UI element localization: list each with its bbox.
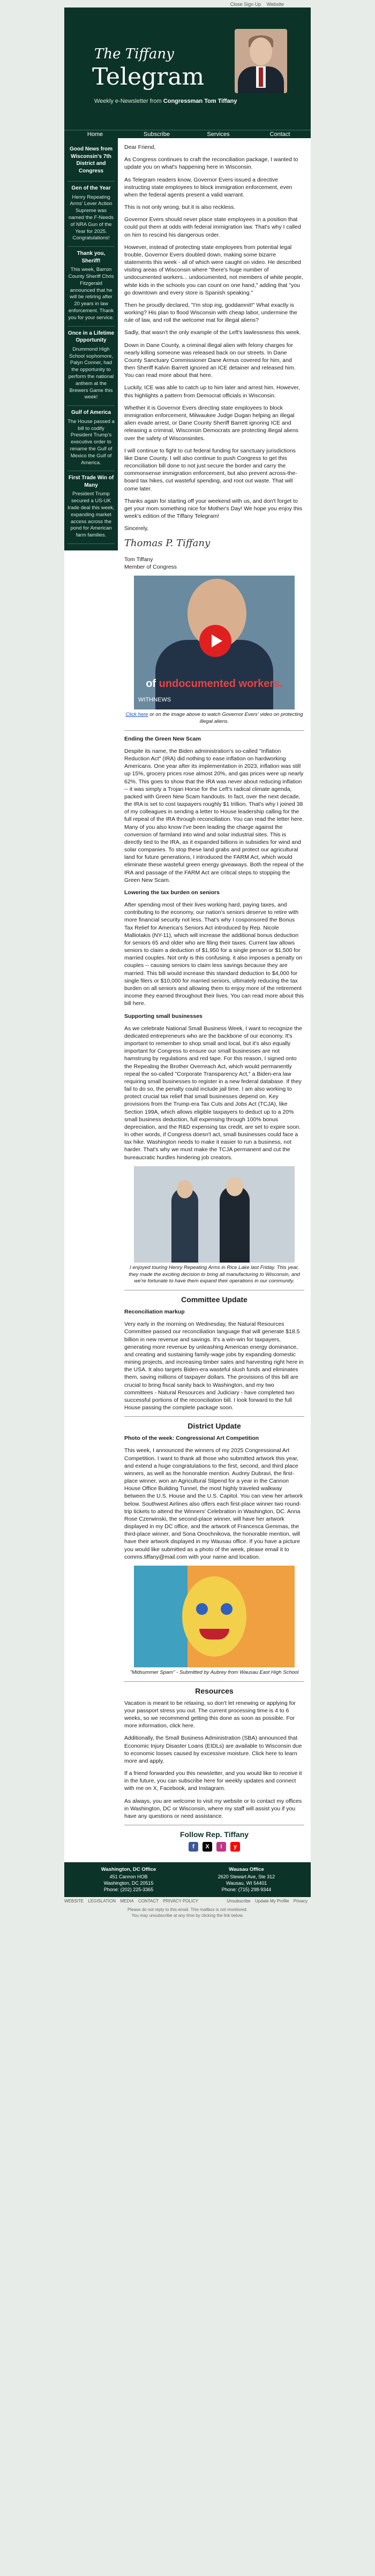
resources-heading: Resources [195,1686,234,1695]
newsletter [64,7,311,1897]
nav-services[interactable]: Services [207,131,230,138]
footer-link-contact[interactable]: CONTACT [138,1899,159,1904]
office-footer [64,1862,311,1897]
district-heading: District Update [188,1422,241,1431]
sidebar-title: Gen of the Year [71,185,111,191]
sidebar-item: Gen of the Year Henry Repeating Arms' Lever Action Supreme was named the F-Needs of NRA Gun of the Year for 2025. Congratulations! [68,182,115,247]
good-news-sidebar [64,138,118,550]
sidebar-item: Once in a Lifetime Opportunity Drummond High School sophomore, Palyn Conner, had the opportunity to perform the national anthem at the Brewers Game this week! [68,327,115,406]
henry-arms-photo [134,1166,295,1263]
instagram-icon[interactable]: i [216,1842,226,1852]
art-competition-photo [134,1566,295,1667]
dc-office: Washington, DC Office 451 Cannon HOB Washington, DC 20515 Phone: (202) 225-3365 [101,1866,156,1893]
sidebar-item: Gulf of America The House passed a bill to codify President Trump's executive order to rename the Gulf of Mexico the Gulf of America. [68,406,115,471]
committee-heading: Committee Update [181,1295,248,1304]
sidebar-title: Thank you, Sheriff! [77,251,106,264]
follow-heading: Follow Rep. Tiffany [179,1830,249,1839]
congressman-portrait [235,29,287,93]
section-title: Lowering the tax burden on seniors [124,889,220,896]
top-links [0,0,375,7]
masthead-title: Telegram [92,63,205,90]
section-title: Supporting small businesses [124,1013,202,1019]
evers-video-thumbnail[interactable] [134,576,295,709]
bottom-note: Please do not reply to this email. This mailbox is not monitored. You may unsubscribe at any time by clicking the link below. [128,1907,248,1918]
main-content: Dear Friend, As Congress continues to craft the reconciliation package, I wanted to update you on what's happening here in Wisconsin. As Telegram readers know, Governor Evers issued a directive instructing state employees to block immigration enforcement, even when the federal agents present a valid warrant. This is not only wrong; but it is also reckless. Governor Evers should never place state employees in a position that could put them at odds with federal immigration law. That's why I called on him to rescind his dangerous order. However, instead of protecting state employees from potential legal trouble, Governor Evers doubled down, making some bizarre statements this week - all of which were caught on video. He described visiting areas of Wisconsin where "there's huge number of undocumented workers... undocumented, not members of white people, white kids in the schools you can count on one hand," adding that "you go downtown and every store is Spanish speaking." Then he proudly declared, "I'm stop ing, goddamnit!" What exactly is working? His plan to flood Wisconsin with cheap labor, undermine the rule of law, and roll the welcome mat for illegal aliens? Sadly, that wasn't the only example of the Left's lawlessness this week. Down in Dane County, a criminal illegal alien with felony charges for nearly killing someone was released back on our streets. In Dane County Sanctuary Commissioner Dane Armus covered for him, and then Sheriff Kalvin Barrett ignored an ICE detainer and released him. You can read more about that here. Luckily, ICE was able to catch up to him later and arrest him. However, this highlights a pattern from Democrat officials in Wisconsin. Whether it is Governor Evers directing state employees to block immigration enforcement, Milwaukee Judge Dugan helping an illegal alien evade arrest, or Dane County Sheriff Barrett ignoring ICE and releasing a criminal, Wisconsin Democrats are protecting illegal aliens over the safety of Wisconsinites. I will continue to fight to cut federal funding for sanctuary jurisdictions like Dane County. I will also continue to push Congress to get this reconciliation bill done to not just secure the border and carry the commonsense immigration enforcement, but also prevent across-the-board tax hikes, cut wasteful spending, and root out waste. That will come later. Thanks again for starting off your weekend with us, and don't forget to get your mom something nice for Mother's Day! We hope you enjoy this week's edition of the Tiffany Telegram! Sincerely, Thomas P. Tiffany Tom Tiffany Member of Congress of undocumented workers. WITHNEWS Click here or on the image above to watch Governor Evers' video on protecting illegal aliens. Ending the Green New Scam Despite its name, the Biden administration's so-called "Inflation Reduction Act" (IRA) did nothing to ease inflation on hardworking Americans. One year after its implementation in 2023, inflation was still up 15%, grocery prices rose almost 20%, and gas prices were up nearly 62%. This goes to show that the IRA was never about reducing inflation -- it was simply a Trojan Horse for the Left's radical climate agenda, packed with Green New Scam handouts. In fact, over the next decade, the IRA is set to cost taxpayers roughly $1 trillion. That's why I joined 38 of my colleagues in sending a letter to House leadership calling for the full repeal of the IRA through reconciliation. You can read the letter here. Many of you also know I've been leading the charge against the conversion of farmland into wind and solar industrial sites. This is directly tied to the IRA, as it expanded billions in subsidies for wind and solar companies. To stop these land grabs and protect our agricultural land for future generations, I introduced the FARM Act, which would eliminate these wasteful green energy giveaways. Both the repeal of the IRA and passage of the FARM Act are critical steps to stopping the Green New Scam. Lowering the tax burden on seniors After spending most of their lives working hard, paying taxes, and contributing to the economy, our nation's seniors deserve to retire with more financial security not less. That's why I cosponsored the Bonus Tax Relief for America's Seniors Act introduced by Rep. Nicole Malliotakis (NY-11), which will increase the additional bonus deduction for seniors 65 and older who are filing their taxes. Current law allows seniors to claim a deduction of $1,950 for a single person or $1,500 for married couples. Not only is this confusing, it also imposes a penalty on couples -- causing seniors to claim less savings because they are married. This bill would increase this standard deduction to $4,000 for single filers or $10,000 for married seniors, ultimately reducing the tax burden on all seniors and allowing them to enjoy more of the retirement income they earned throughout their lives. You can read more about this bill here. Supporting small businesses As we celebrate National Small Business Week, I want to recognize the dedicated entrepreneurs who are the backbone of our economy. It's important to remember to shop small and local, but it's also equally important for Congress to ensure our small businesses are not hamstrung by regulations and red tape. For this reason, I signed onto the Repealing the Brother Overreach Act, which would permanently repeal the so-called "Corporate Transparency Act," a Biden-era law requiring small businesses to register in a new federal database. If they fail to do so, the penalty could include jail time. I am also working to protect crucial tax relief that small businesses depend on. Key provisions from the Trump-era Tax Cuts and Jobs Act (TCJA), like Section 199A, which allows eligible taxpayers to deduct up to a 20% small business deduction, full expensing through 100% bonus depreciation, and the R&D expensing tax credit, are set to expire soon. In other words, if Congress doesn't act, small businesses could face a tax hike. Washington needs to make it easier to run a business, not harder. That's why we must make the TCJA permanent and cut the bureaucratic hurdles hindering job creators. I enjoyed touring Henry Repeating Arms in Rice Lake last Friday. This year, they made the exciting decision to bring all manufacturing to Wisconsin, and we're fortunate to have them expand their operations in our community. Committee Update Reconciliation markup Very early in the morning on Wednesday, the Natural Resources Committee passed our reconciliation language that will generate $18.5 billion in new revenue and savings. It's a win-win for taxpayers, generating more revenue by unleashing American energy dominance, and creating and sustaining family-wage jobs by expanding domestic mining projects, and increasing timber sales and harvesting right here in the USA. It also targets Biden-era wasteful slush funds and eliminates them, saving millions of taxpayer dollars. The provisions of this bill are crucial to bring fiscal sanity back to Washington, and my two committees - Natural Resources and Judiciary - have completed two successful portions of the reconciliation bill. I look forward to the full House passing the complete package soon. District Update Photo of the week: Congressional Art Competition This week, I announced the winners of my 2025 Congressional Art Competition. I want to thank all those who submitted artwork this year, and extend a huge congratulations to the first, second, and third place winners, as well as the honorable mention. Audrey Dubravi, the first-place winner, won an Agricultural Stipend for a year in the Cannon House Office Building Tunnel, the most highly traveled walkway between the U.S. House and the U.S. Capitol. You can view her artwork below. Southwest Airlines also offers each first-place winner two round-trip tickets to attend the Winners' Celebration in Washington, DC. Anna Rose Czerwinski, the second-place winner, will have her artwork displayed in my DC office, and the artwork of Francesca Gemmas, the third-place winner, and Sona Onochnikova, the honorable mention, will have their artwork displayed in my Wausau office. If you have a picture you would like submitted as a photo of the week, please email it to comms.tiffany@mail.com with your name and location. "Midsummer Spam" - Submitted by Aubrey from Wausau East High School Resources Vacation is meant to be relaxing, so don't let renewing or applying for your passport stress you out. The current processing time is 4 to 6 weeks, so we recommend getting this done as soon as possible. For more information, click here. Additionally, the Small Business Administration (SBA) announced that Economic Injury Disaster Loans (EIDLs) are available to Wisconsin due to economic losses caused by excessive moisture. Click here to learn more and apply. If a friend forwarded you this newsletter, and you would like to receive it in the future, you can subscribe here for weekly updates and connect with me on X, Facebook, and Instagram. As always, you are welcome to visit my website or to contact my offices in Washington, DC or Wisconsin, where my staff will assist you if you have any questions or need assistance. Follow Rep. Tiffany f X i y [118,138,311,1862]
nav-contact[interactable]: Contact [269,131,290,138]
nav-subscribe[interactable]: Subscribe [144,131,170,138]
sidebar-item: Thank you, Sheriff! This week, Barron County Sheriff Chris Fitzgerald announced that he will be retiring after 20 years in law enforcement. Thank you for your service. [68,247,115,327]
wausau-office: Wausau Office 2620 Stewart Ave, Ste 312 Wausau, WI 54401 Phone: (715) 298-9344 [218,1866,275,1893]
sidebar-item [68,142,115,182]
play-icon[interactable] [199,625,231,657]
social-icons [124,1842,304,1852]
section-title: Ending the Green New Scam [124,735,201,742]
greeting: Dear Friend, [124,144,156,150]
signature: Thomas P. Tiffany [124,538,211,549]
update-profile-link[interactable]: Update My Profile [254,1899,289,1904]
privacy-link[interactable]: Privacy [293,1899,308,1904]
footer-link-privacy[interactable]: PRIVACY POLICY [163,1899,199,1904]
youtube-icon[interactable]: y [230,1842,240,1852]
masthead-subtitle: Weekly e-Newsletter from Congressman Tom Tiffany [94,98,237,104]
masthead [64,7,311,130]
main-nav [64,130,311,138]
nav-home[interactable]: Home [87,131,103,138]
video-link[interactable]: Click here [125,712,148,718]
signer-name: Tom Tiffany [124,556,153,563]
footer-link-media[interactable]: MEDIA [120,1899,134,1904]
x-icon[interactable]: X [202,1842,212,1852]
masthead-the: The Tiffany [94,46,174,62]
sidebar-title: First Trade Win of Many [68,475,114,488]
footer-link-website[interactable]: WEBSITE [64,1899,84,1904]
bottom-links [0,1897,375,1906]
sidebar-title: Good News from Wisconsin's 7th District and Congress [69,146,112,174]
website-link[interactable]: Website [266,2,284,7]
video-caption: of undocumented workers. [146,678,283,690]
video-handle: WITHNEWS [138,697,171,704]
sidebar-title: Once in a Lifetime Opportunity [68,330,115,344]
sidebar-title: Gulf of America [71,410,111,416]
facebook-icon[interactable]: f [189,1842,198,1852]
sidebar-item: First Trade Win of Many President Trump secured a US-UK trade deal this week, expanding market access across the pond for American farm families. [68,471,115,544]
close-signup-link[interactable]: Close Sign Up [230,2,261,7]
footer-link-legislation[interactable]: LEGISLATION [88,1899,116,1904]
unsubscribe-link[interactable]: Unsubscribe [227,1899,251,1904]
signer-role: Member of Congress [124,563,177,570]
